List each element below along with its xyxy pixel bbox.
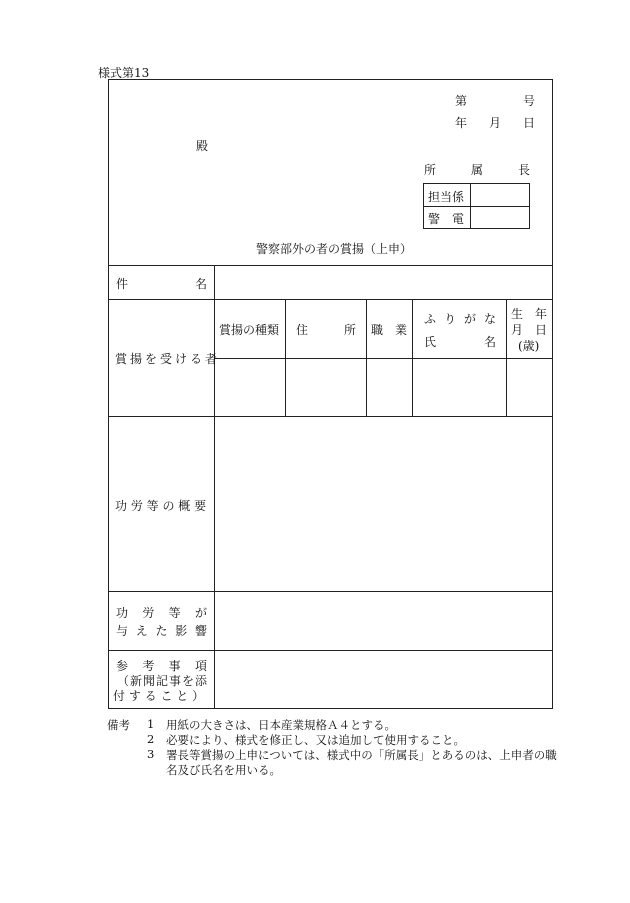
- sender-char: 所: [424, 163, 437, 177]
- address-char: 所: [343, 323, 356, 337]
- reference-label-line3: 付 す る こ と ）: [113, 689, 205, 703]
- column-divider: [285, 299, 286, 416]
- birth-header-age: (歳): [518, 339, 540, 353]
- reference-char: 項: [194, 659, 207, 673]
- sender-char: 長: [517, 163, 530, 177]
- sender-line: [424, 161, 530, 178]
- furigana-char: ふ: [424, 312, 437, 326]
- note-number: 1: [147, 717, 155, 731]
- sender-char: 属: [470, 163, 483, 177]
- row-divider: [108, 591, 553, 592]
- form-title: 警察部外の者の賞揚（上申）: [256, 242, 413, 256]
- furigana-char: な: [483, 312, 496, 326]
- case-name-char: 件: [116, 277, 129, 291]
- notes-label: 備考: [107, 718, 130, 732]
- row-divider: [108, 650, 553, 651]
- reference-char: 参: [116, 659, 129, 673]
- note-text: 必要により、様式を修正し、又は追加して使用すること。: [166, 733, 465, 747]
- name-char: 名: [483, 335, 496, 349]
- impact-char: た: [155, 624, 168, 638]
- document-number-line: [455, 92, 535, 109]
- reference-char: 事: [168, 659, 181, 673]
- impact-label-line1: [116, 604, 207, 621]
- birth-header-line2: 月 日: [511, 323, 548, 337]
- contact-divider: [470, 183, 471, 229]
- date-line: [455, 114, 535, 131]
- impact-char: 影: [175, 624, 188, 638]
- reference-label-line2: （新聞記事を添: [117, 674, 209, 688]
- number-suffix: 号: [522, 94, 535, 108]
- date-year: 年: [455, 116, 468, 130]
- impact-label-line2: [116, 622, 207, 639]
- column-divider: [506, 299, 507, 416]
- name-header: [424, 333, 496, 350]
- award-type-header: 賞揚の種類: [219, 323, 280, 337]
- name-char: 氏: [424, 335, 437, 349]
- column-divider: [412, 299, 413, 416]
- note-number: 2: [147, 732, 155, 746]
- furigana-char: り: [443, 312, 456, 326]
- birth-header-line1: 生 年: [511, 307, 548, 321]
- note-number: 3: [147, 747, 155, 761]
- impact-char: が: [194, 606, 207, 620]
- label-column-divider: [214, 265, 215, 709]
- contact-section-label: 担当係: [428, 190, 465, 204]
- case-name-char: 名: [194, 277, 207, 291]
- contact-phone-label: 警 電: [428, 212, 465, 226]
- impact-char: 労: [142, 606, 155, 620]
- contact-divider: [423, 206, 530, 207]
- furigana-char: が: [463, 312, 476, 326]
- note-text: 用紙の大きさは、日本産業規格Ａ４とする。: [166, 718, 396, 732]
- row-divider: [108, 265, 553, 266]
- impact-char: 響: [194, 624, 207, 638]
- impact-char: 等: [168, 606, 181, 620]
- row-divider: [108, 299, 553, 300]
- number-prefix: 第: [455, 94, 468, 108]
- summary-field[interactable]: [222, 428, 542, 578]
- impact-char: 与: [116, 624, 129, 638]
- date-day: 日: [522, 116, 535, 130]
- occupation-header: 職 業: [371, 323, 408, 337]
- date-month: 月: [488, 116, 501, 130]
- form-id: 様式第13: [98, 66, 150, 80]
- note-text: 署長等賞揚の上申については、様式中の「所属長」とあるのは、上申者の職: [166, 748, 557, 762]
- recipient-label: 賞揚を受ける者: [115, 352, 221, 366]
- note-continuation: 名及び氏名を用いる。: [166, 763, 281, 777]
- impact-char: 功: [116, 606, 129, 620]
- address-char: 住: [296, 323, 309, 337]
- impact-char: え: [135, 624, 148, 638]
- case-name-label: [116, 275, 207, 292]
- row-divider: [214, 358, 553, 359]
- furigana-header: [424, 310, 496, 327]
- address-header: [296, 321, 356, 338]
- summary-label: 功 労 等 の 概 要: [115, 499, 207, 513]
- reference-char: 考: [142, 659, 155, 673]
- addressee-suffix: 殿: [196, 139, 209, 153]
- column-divider: [366, 299, 367, 416]
- row-divider: [108, 416, 553, 417]
